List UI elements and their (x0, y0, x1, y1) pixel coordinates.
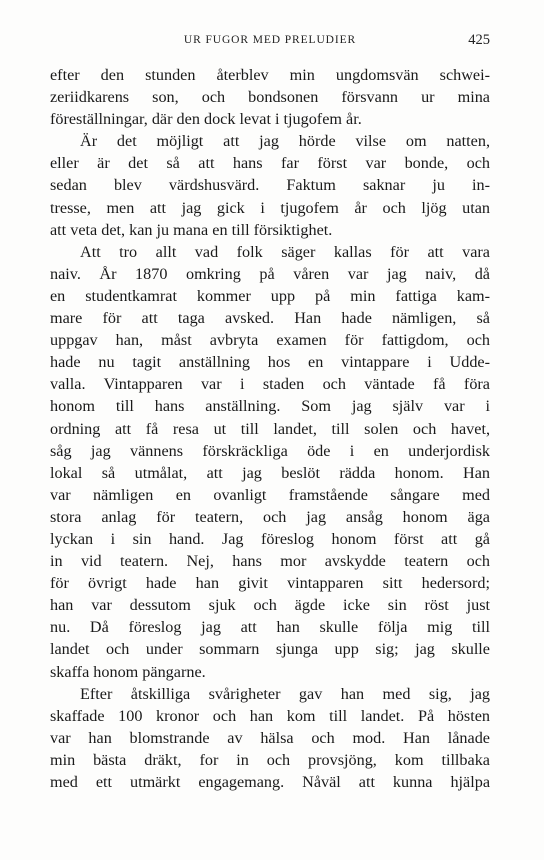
text-line: naiv. År 1870 omkring på våren var jag naiv, då (50, 264, 490, 283)
text-line: skaffade 100 kronor och han kom till landet. På hösten (50, 706, 490, 725)
text-line: var han blomstrande av hälsa och mod. Han lånade (50, 728, 490, 747)
text-line: eller är det så att hans far först var bonde, och (50, 154, 490, 173)
text-line: min bästa dräkt, for in och provsjöng, kom tillbaka (50, 750, 490, 769)
text-line: zeriidkarens son, och bondsonen försvann ur mina (50, 88, 490, 107)
text-line: föreställningar, där den dock levat i tjugofem år. (50, 110, 362, 129)
page-number: 425 (468, 32, 490, 48)
text-line: stora anlag för teatern, och jag ansåg honom äga (50, 507, 490, 526)
text-line: skaffa honom pängarne. (50, 662, 206, 681)
text-line: mare för att taga avsked. Han hade nämligen, så (50, 309, 490, 328)
text-line: landet och under sommarn sjunga upp sig; jag skulle (50, 640, 490, 659)
text-line: ordning att få resa ut till landet, till solen och havet, (50, 419, 490, 438)
text-line: in vid teatern. Nej, hans mor avskydde teatern och (50, 552, 490, 571)
text-line: han var dessutom sjuk och ägde icke sin röst just (50, 596, 490, 615)
text-line: tresse, men att jag gick i tjugofem år och ljög utan (50, 198, 490, 217)
text-line: honom till hans anställning. Som jag själv var i (50, 397, 490, 416)
text-line: Är det möjligt att jag hörde vilse om natten, (80, 132, 490, 151)
text-line: uppgav han, måst avbryta examen för fattigdom, och (50, 331, 490, 350)
text-line: hade nu tagit anställning hos en vintappare i Udde- (50, 353, 490, 372)
text-line: att veta det, kan ju mana en till försiktighet. (50, 220, 333, 239)
text-line: såg jag vännens förskräckliga öde i en underjordisk (50, 441, 490, 460)
text-line: Efter åtskilliga svårigheter gav han med sig, jag (80, 684, 490, 703)
text-line: Att tro allt vad folk säger kallas för att vara (80, 242, 490, 261)
text-line: sedan blev värdshusvärd. Faktum saknar ju in- (50, 176, 490, 195)
text-line: nu. Då föreslog jag att han skulle följa mig till (50, 618, 490, 637)
text-line: var nämligen en ovanligt framstående sångare med (50, 485, 490, 504)
page-header (50, 34, 490, 54)
text-line: för övrigt hade han givit vintapparen sitt hedersord; (50, 574, 490, 593)
text-line: en studentkamrat kommer upp på min fattiga kam- (50, 286, 490, 305)
text-line: efter den stunden återblev min ungdomsvän schwei- (50, 66, 490, 84)
body-text (50, 64, 490, 793)
text-line: lyckan i sin hand. Jag föreslog honom först att gå (50, 529, 490, 548)
running-title: UR FUGOR MED PRELUDIER (183, 34, 357, 46)
text-line: valla. Vintapparen var i staden och väntade få föra (50, 375, 490, 394)
text-line: med ett utmärkt engagemang. Nåväl att kunna hjälpa (50, 773, 490, 791)
text-line: lokal så utmålat, att jag beslöt rädda honom. Han (50, 463, 490, 482)
